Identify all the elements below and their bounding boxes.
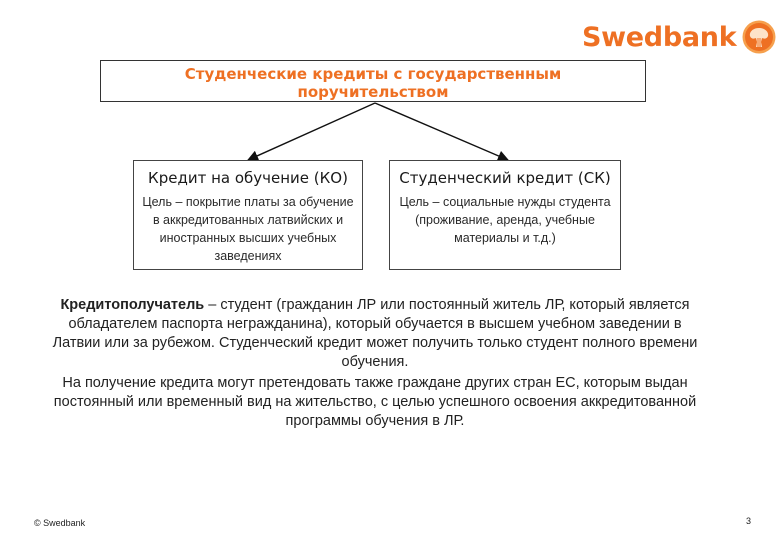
borrower-info: [50, 296, 700, 431]
footer-copyright: © Swedbank: [34, 518, 86, 528]
borrower-definition-paragraph: [50, 296, 700, 372]
logo-wordmark: Swedbank: [582, 21, 737, 53]
foreigners-paragraph: На получение кредита могут претендовать также граждане других стран ЕС, которым выдан постоянный или временный вид на жительство, с целью успешного освоения аккредитованной программы обучения в ЛР.: [53, 375, 697, 429]
card-study-loan-description: Цель – покрытие платы за обучение в аккредитованных латвийских и иностранных высших учебных заведениях: [142, 195, 354, 263]
card-study-loan: [133, 160, 363, 270]
arrow-to-student-loan: [375, 103, 508, 160]
card-study-loan-title: Кредит на обучение (КО): [148, 169, 348, 187]
title-line-1: Студенческие кредиты с государственным: [184, 65, 562, 83]
borrower-term: Кредитополучатель: [60, 297, 205, 313]
borrower-definition: – студент (гражданин ЛР или постоянный житель ЛР, который является обладателем паспорта негражданина), который обучается в высшем учебном заведении в Латвии или за рубежом. Студенческий кредит может получить только студент полного времени обучения.: [52, 297, 698, 370]
page-number: 3: [746, 516, 752, 526]
card-student-loan-description: Цель – социальные нужды студента (проживание, аренда, учебные материалы и т.д.): [399, 195, 611, 245]
oak-tree-icon: [742, 20, 776, 54]
arrow-to-study-loan: [248, 103, 375, 160]
page-title: [100, 60, 646, 102]
card-student-loan: [389, 160, 621, 270]
card-student-loan-title: Студенческий кредит (СК): [399, 169, 611, 187]
swedbank-logo: [582, 20, 776, 54]
title-line-2: поручительством: [297, 83, 449, 101]
